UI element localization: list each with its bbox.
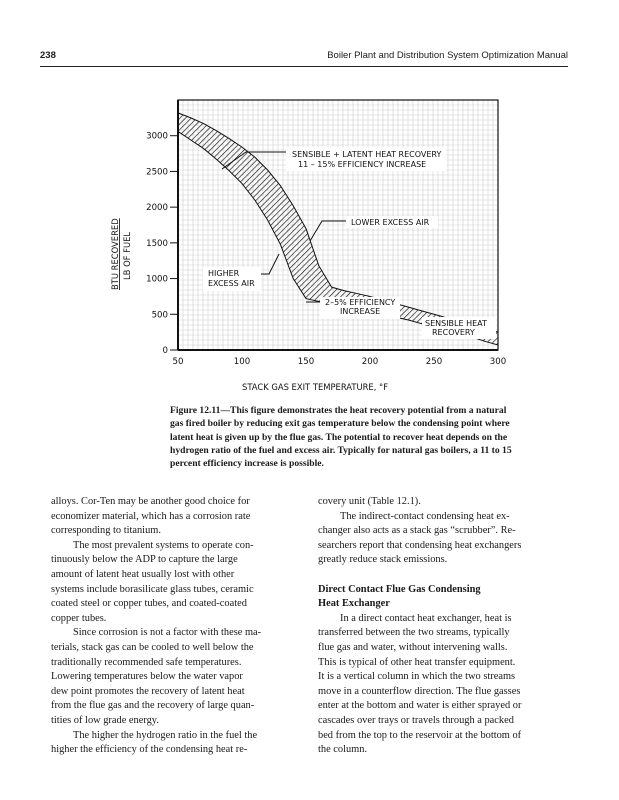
x-tick-label: 250 <box>425 357 443 367</box>
caption-line: gas fired boiler by reducing exit gas temperature below the condensing point where <box>170 418 510 430</box>
x-tick-label: 100 <box>233 357 251 367</box>
text-line: changer also acts as a stack gas “scrubber”. Re- <box>318 525 516 537</box>
text-line: alloys. Cor-Ten may be another good choice for <box>51 496 250 507</box>
caption-line: Figure 12.11—This figure demonstrates the heat recovery potential from a natural <box>170 405 507 416</box>
text-line: This is typical of other heat transfer equipment. <box>318 656 516 668</box>
text-line: tities of low grade energy. <box>51 714 159 726</box>
annotation-sensible-efficiency-line1: 2–5% EFFICIENCY <box>325 298 396 307</box>
annotation-latent-line1: SENSIBLE + LATENT HEAT RECOVERY <box>292 150 442 159</box>
annotation-sensible-efficiency-line2: INCREASE <box>340 307 381 316</box>
x-tick-label: 50 <box>172 357 184 367</box>
text-line: searchers report that condensing heat exchangers <box>318 539 522 551</box>
running-title: Boiler Plant and Distribution System Optimization Manual <box>327 50 568 61</box>
text-line: higher the efficiency of the condensing heat re- <box>51 744 248 756</box>
text-line: transferred between the two streams, typically <box>318 627 510 639</box>
left-column <box>51 495 303 758</box>
text-line: bed from the top to the reservoir at the bottom of <box>318 729 522 741</box>
y-tick-label: 500 <box>151 310 168 321</box>
y-tick-label: 2000 <box>146 203 168 214</box>
x-tick-label: 300 <box>489 357 507 367</box>
x-tick-label: 200 <box>361 357 379 367</box>
text-line: systems include borasilicate glass tubes, ceramic <box>51 583 254 595</box>
section-heading-line2: Heat Exchanger <box>318 598 390 610</box>
text-line: corresponding to titanium. <box>51 525 161 537</box>
text-line: move in a counterflow direction. The flue gasses <box>318 685 521 697</box>
page-number: 238 <box>40 50 56 61</box>
running-header <box>40 50 568 66</box>
text-line: tinuously below the ADP to capture the large <box>51 554 238 566</box>
text-line: The higher the hydrogen ratio in the fuel the <box>73 729 258 741</box>
annotation-higher-excess-air-line2: EXCESS AIR <box>208 279 255 288</box>
text-line: amount of latent heat usually lost with other <box>51 568 235 580</box>
text-line: Since corrosion is not a factor with these ma- <box>73 627 262 639</box>
y-axis-title-line1: BTU RECOVERED <box>110 218 120 290</box>
text-line: cascades over trays or travels through a packed <box>318 714 514 726</box>
text-line: economizer material, which has a corrosion rate <box>51 510 251 522</box>
annotation-latent-line2: 11 – 15% EFFICIENCY INCREASE <box>298 160 427 169</box>
heat-recovery-chart <box>100 90 520 398</box>
y-axis-title-line2: LB OF FUEL <box>122 231 132 280</box>
y-tick-label: 1500 <box>146 238 168 249</box>
header-rule <box>40 66 568 67</box>
text-line: coated steel or copper tubes, and coated-coated <box>51 598 247 610</box>
right-column <box>318 495 570 758</box>
annotation-sensible-heat-line2: RECOVERY <box>432 328 475 337</box>
x-tick-label: 150 <box>297 357 315 367</box>
text-line: terials, stack gas can be cooled to well below the <box>51 641 254 653</box>
y-tick-label: 1000 <box>146 274 168 285</box>
caption-line: hydrogen ratio of the fuel and excess air. Typically for natural gas boilers, a 11 to 15 <box>170 444 512 456</box>
y-tick-label: 3000 <box>146 131 168 142</box>
text-line: dew point promotes the recovery of latent heat <box>51 685 245 697</box>
caption-line: percent efficiency increase is possible. <box>170 458 324 470</box>
figure-caption <box>170 404 512 470</box>
text-line: traditionally recommended safe temperatures. <box>51 656 242 668</box>
text-line: flue gas and water, without intervening walls. <box>318 641 508 653</box>
text-line: Lowering temperatures below the water vapor <box>51 671 243 683</box>
text-line: The indirect-contact condensing heat ex- <box>340 510 510 522</box>
annotation-lower-excess-air: LOWER EXCESS AIR <box>351 218 430 227</box>
annotation-higher-excess-air-line1: HIGHER <box>208 269 240 278</box>
y-tick-label: 2500 <box>146 167 168 178</box>
text-line: covery unit (Table 12.1). <box>318 496 421 507</box>
text-line: copper tubes. <box>51 612 107 624</box>
text-line: It is a vertical column in which the two streams <box>318 671 516 683</box>
y-tick-label: 0 <box>162 346 168 356</box>
caption-line: latent heat is given up by the flue gas. The potential to recover heat depends on the <box>170 431 508 443</box>
text-line: enter at the bottom and water is either sprayed or <box>318 700 522 712</box>
text-line: from the flue gas and the recovery of large quan- <box>51 700 255 712</box>
text-line: The most prevalent systems to operate con- <box>73 539 254 551</box>
text-line: the column. <box>318 744 368 756</box>
annotation-sensible-heat-line1: SENSIBLE HEAT <box>425 319 487 328</box>
section-heading-line1: Direct Contact Flue Gas Condensing <box>318 583 481 595</box>
text-line: greatly reduce stack emissions. <box>318 554 448 566</box>
text-line: In a direct contact heat exchanger, heat is <box>340 612 512 624</box>
x-axis-title: STACK GAS EXIT TEMPERATURE, °F <box>242 382 389 392</box>
